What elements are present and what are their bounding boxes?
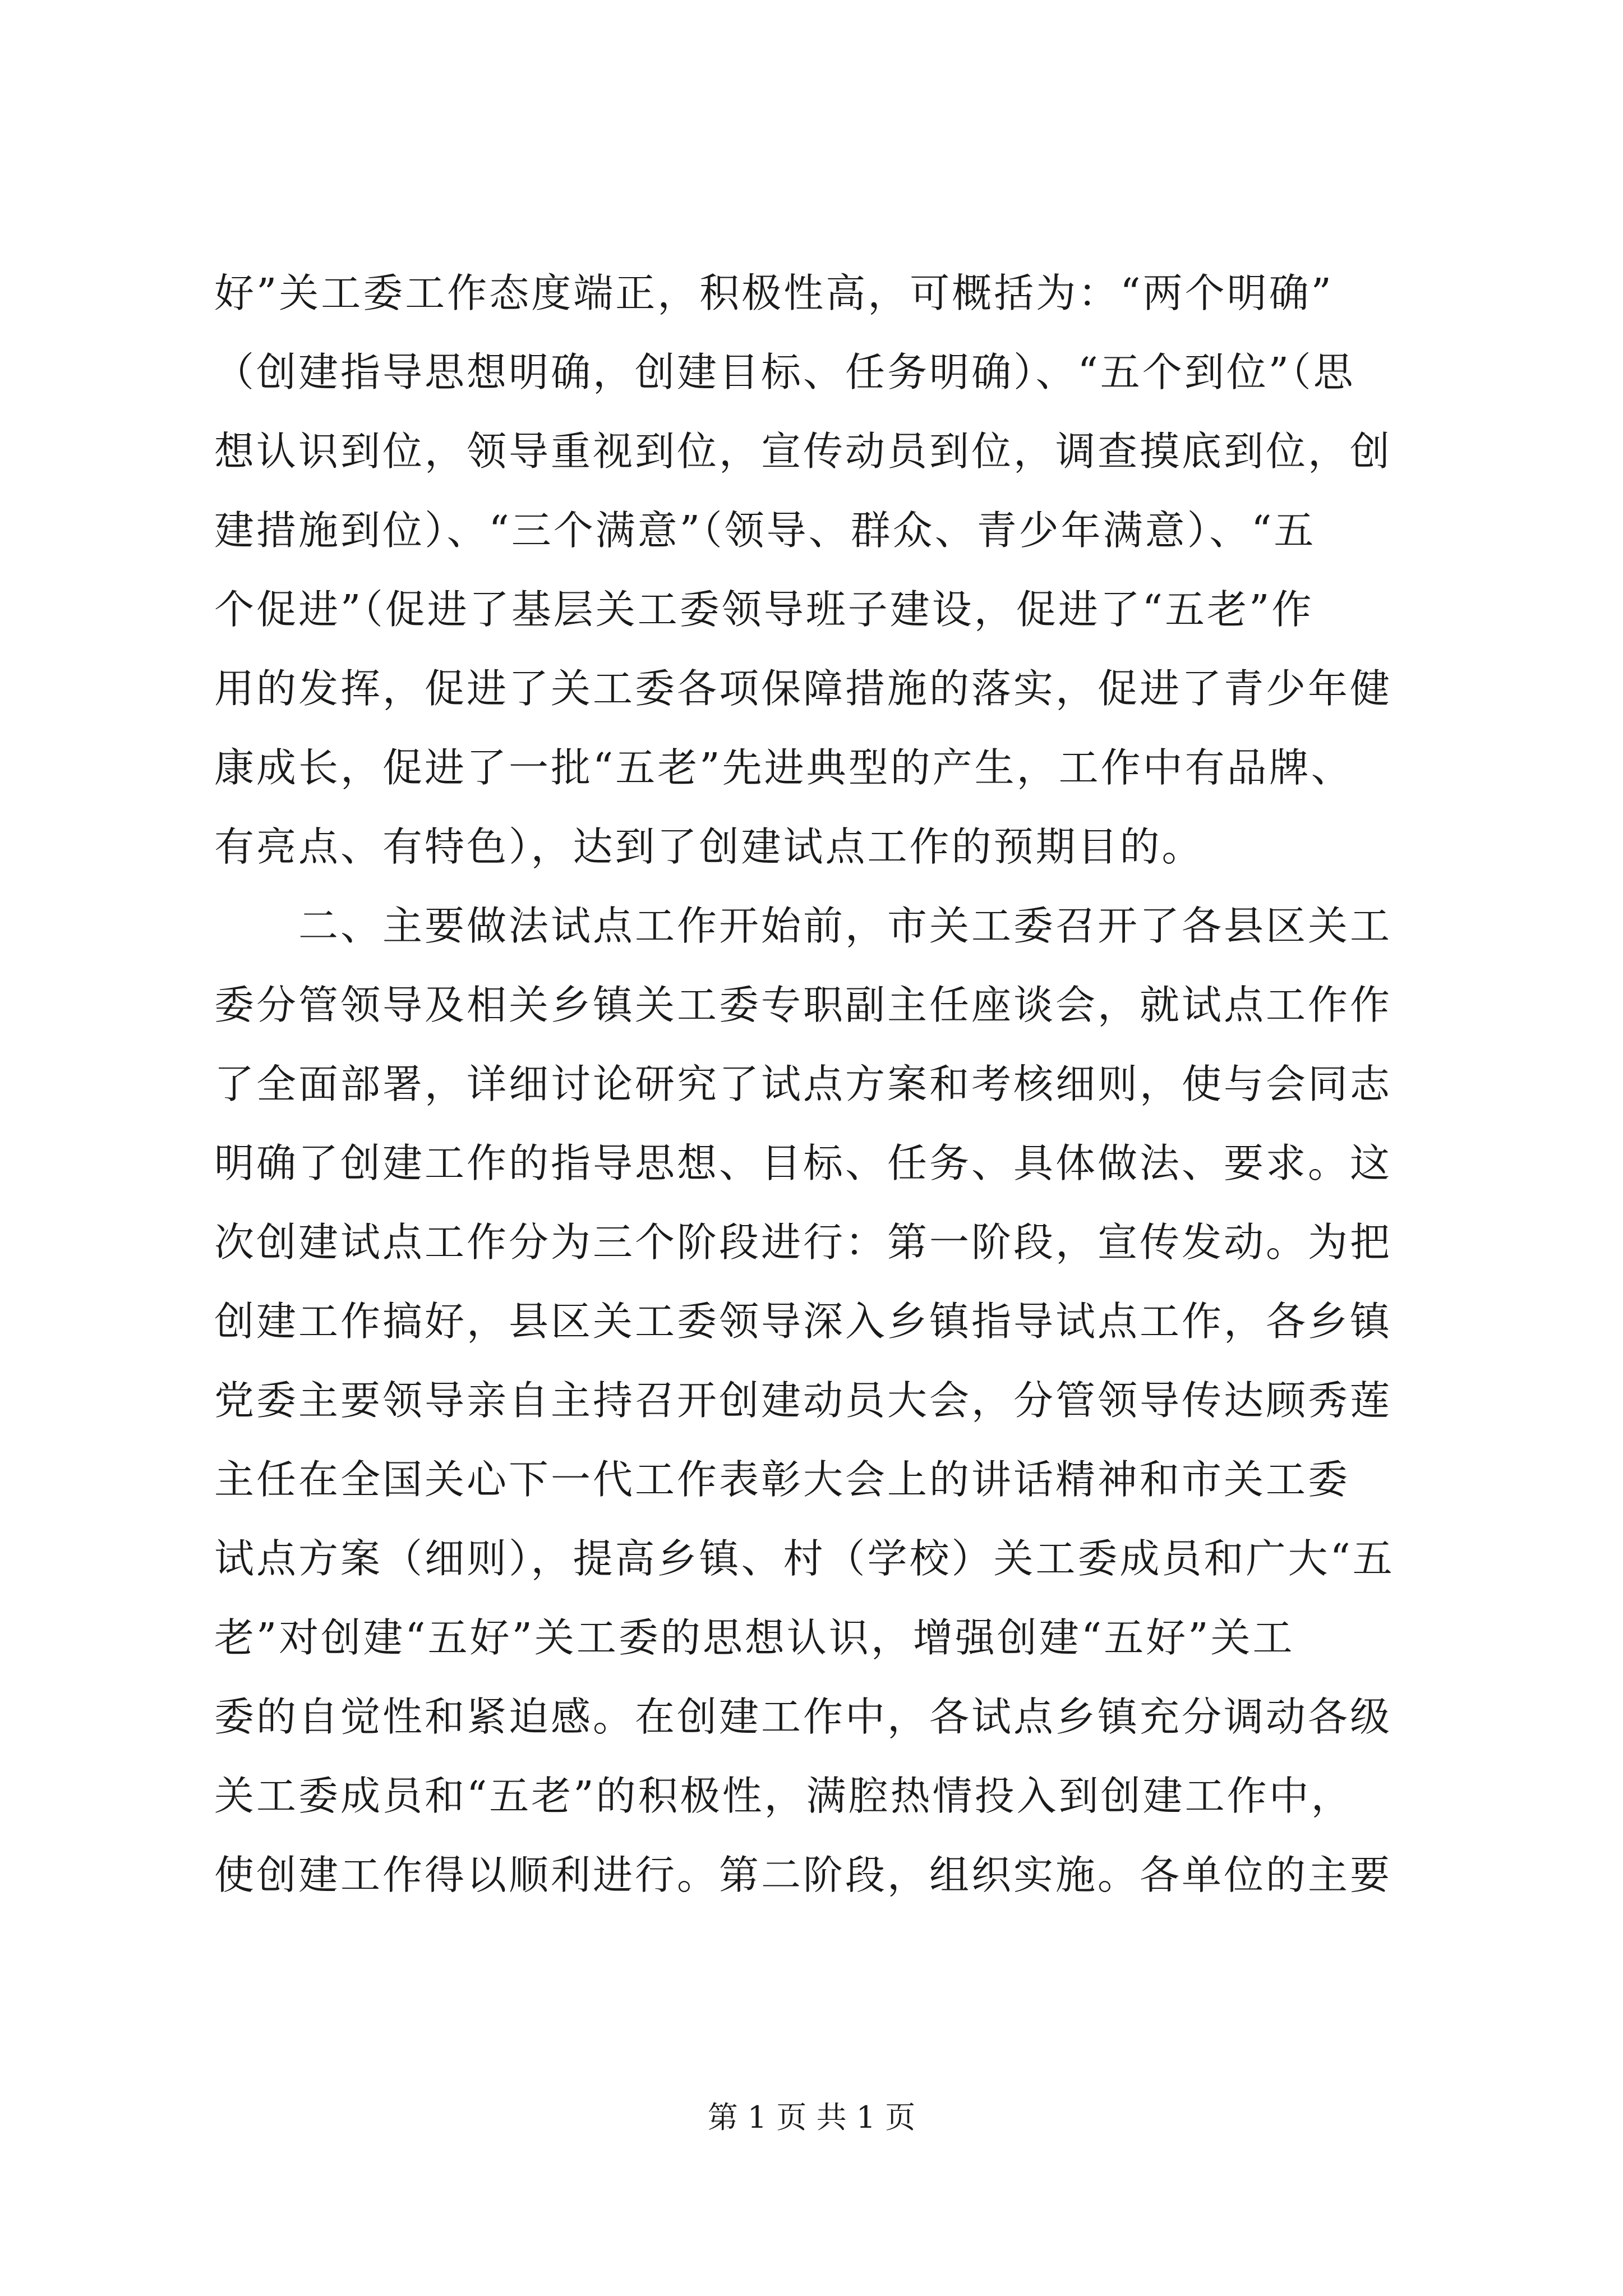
text-line: 建措施到位）、“三个满意”（领导、群众、青少年满意）、“五 (214, 507, 1316, 554)
text-line: 明确了创建工作的指导思想、目标、任务、具体做法、要求。这 (214, 1140, 1393, 1186)
text-line: 康成长，促进了一批“五老”先进典型的产生，工作中有品牌、 (214, 744, 1353, 791)
text-line: 使创建工作得以顺利进行。第二阶段，组织实施。各单位的主要 (214, 1852, 1393, 1898)
section-heading-line: 二、主要做法试点工作开始前，市关工委召开了各县区关工 (298, 903, 1393, 949)
text-line: 委的自觉性和紧迫感。在创建工作中，各试点乡镇充分调动各级 (214, 1694, 1393, 1740)
text-line: 党委主要领导亲自主持召开创建动员大会，分管领导传达顾秀莲 (214, 1377, 1393, 1424)
page-footer (0, 2095, 1623, 2140)
text-line: 个促进”（促进了基层关工委领导班子建设，促进了“五老”作 (214, 586, 1314, 633)
text-line: 试点方案（细则），提高乡镇、村（学校）关工委成员和广大“五 (214, 1535, 1395, 1582)
text-line: 有亮点、有特色），达到了创建试点工作的预期目的。 (214, 823, 1204, 870)
text-line: 主任在全国关心下一代工作表彰大会上的讲话精神和市关工委 (214, 1456, 1350, 1503)
text-line: 老”对创建“五好”关工委的思想认识，增强创建“五好”关工 (214, 1614, 1295, 1661)
text-line: 委分管领导及相关乡镇关工委专职副主任座谈会，就试点工作作 (214, 982, 1393, 1028)
document-body (214, 254, 1414, 1915)
text-line: 想认识到位，领导重视到位，宣传动员到位，调查摸底到位，创 (214, 428, 1393, 475)
text-line: 用的发挥，促进了关工委各项保障措施的落实，促进了青少年健 (214, 665, 1393, 712)
text-line: 次创建试点工作分为三个阶段进行：第一阶段，宣传发动。为把 (214, 1219, 1393, 1266)
text-line: 关工委成员和“五老”的积极性，满腔热情投入到创建工作中， (214, 1773, 1353, 1819)
page-number: 第 1 页 共 1 页 (707, 2100, 916, 2135)
text-line: 了全面部署，详细讨论研究了试点方案和考核细则，使与会同志 (214, 1061, 1393, 1107)
text-line: 好”关工委工作态度端正，积极性高，可概括为：“两个明确” (214, 270, 1334, 316)
text-line: （创建指导思想明确，创建目标、任务明确）、“五个到位”（思 (214, 349, 1355, 395)
text-line: 创建工作搞好，县区关工委领导深入乡镇指导试点工作，各乡镇 (214, 1298, 1393, 1345)
